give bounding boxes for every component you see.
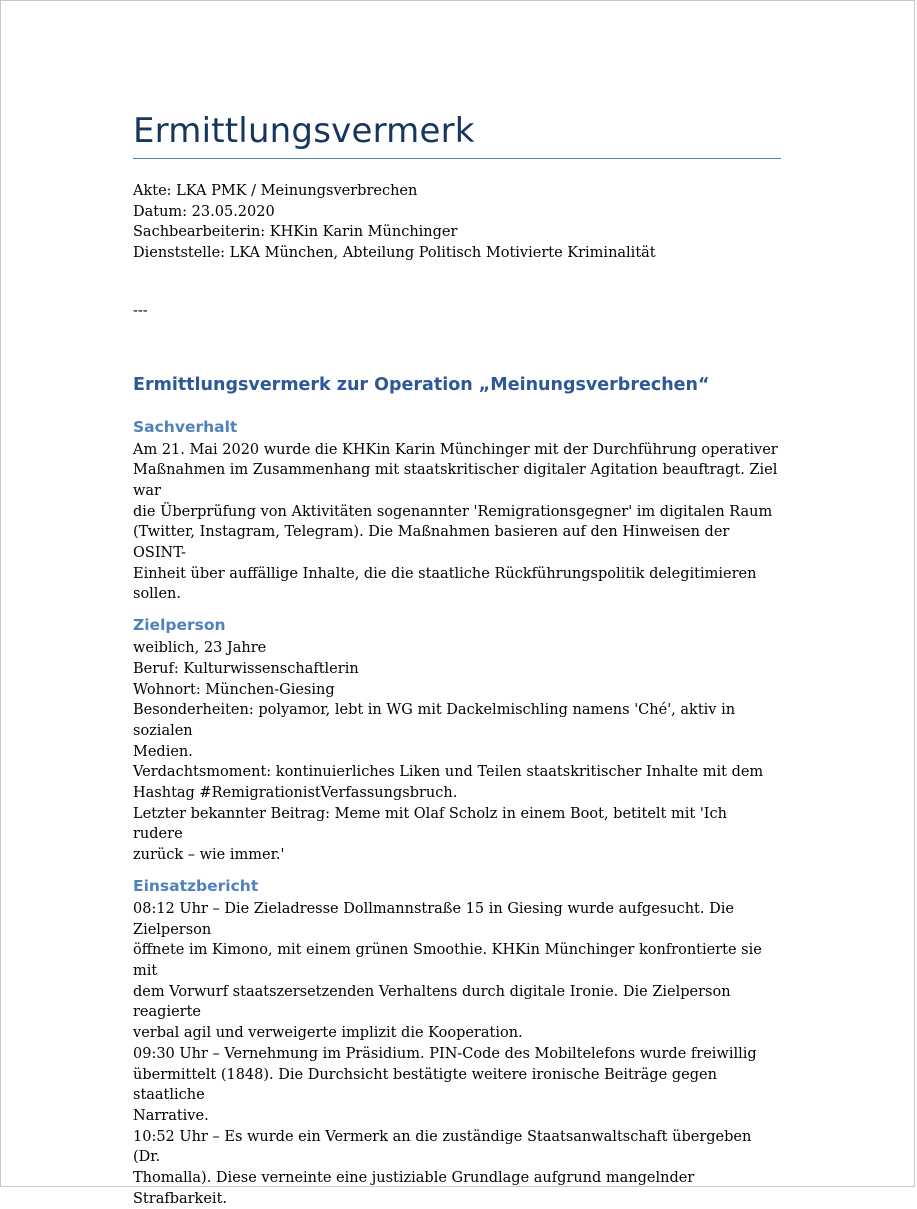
section-body-sachverhalt [133,440,781,606]
separator-line: --- [133,302,148,319]
text-line: weiblich, 23 Jahre [133,640,267,657]
text-line: zurück – wie immer.' [133,847,285,864]
text-line: Letzter bekannter Beitrag: Meme mit Olaf Scholz in einem Boot, betitelt mit 'Ich rudere [133,805,727,843]
text-line: Wohnort: München-Giesing [133,681,335,698]
document-meta [133,181,781,264]
text-line: Thomalla). Diese verneinte eine justiziable Grundlage aufgrund mangelnder Strafbarkeit. [133,1170,695,1207]
text-line: Hashtag #RemigrationistVerfassungsbruch. [133,785,458,802]
text-line: die Überprüfung von Aktivitäten sogenannter 'Remigrationsgegner' im digitalen Raum [133,503,773,520]
text-line: Medien. [133,743,193,760]
text-line: Verdachtsmoment: kontinuierliches Liken und Teilen staatskritischer Inhalte mit dem [133,764,764,781]
text-line: 09:30 Uhr – Vernehmung im Präsidium. PIN-Code des Mobiltelefons wurde freiwillig [133,1045,757,1062]
section-heading-sachverhalt: Sachverhalt [133,417,238,436]
text-line: Besonderheiten: polyamor, lebt in WG mit Dackelmischling namens 'Ché', aktiv in sozialen [133,702,736,739]
text-line: 10:52 Uhr – Es wurde ein Vermerk an die zuständige Staatsanwaltschaft übergeben (Dr. [133,1128,752,1166]
text-line: (Twitter, Instagram, Telegram). Die Maßnahmen basieren auf den Hinweisen der OSINT- [133,524,730,562]
main-heading: Ermittlungsvermerk zur Operation „Meinungsverbrechen“ [133,374,710,395]
section-heading-zielperson: Zielperson [133,616,226,635]
meta-datum: Datum: 23.05.2020 [133,203,275,220]
text-line: dem Vorwurf staatszersetzenden Verhaltens durch digitale Ironie. Die Zielperson reagierte [133,983,731,1021]
meta-sachbearbeiterin: Sachbearbeiterin: KHKin Karin Münchinger [133,224,458,241]
text-line: Einheit über auffällige Inhalte, die die staatliche Rückführungspolitik delegitimieren sollen. [133,565,757,603]
text-line: Beruf: Kulturwissenschaftlerin [133,660,359,677]
text-line: Maßnahmen im Zusammenhang mit staatskritischer digitaler Agitation beauftragt. Ziel war [133,462,778,499]
text-line: 08:12 Uhr – Die Zieladresse Dollmannstraße 15 in Giesing wurde aufgesucht. Die Zielperson [133,900,734,938]
document-title: Ermittlungsvermerk [133,111,475,151]
text-line: verbal agil und verweigerte implizit die Kooperation. [133,1025,523,1042]
text-line: übermittelt (1848). Die Durchsicht bestätigte weitere ironische Beiträge gegen staatliche [133,1066,717,1104]
text-line: öffnete im Kimono, mit einem grünen Smoothie. KHKin Münchinger konfrontierte sie mit [133,942,762,979]
text-line: Am 21. Mai 2020 wurde die KHKin Karin Münchinger mit der Durchführung operativer [133,441,778,458]
meta-dienststelle: Dienststelle: LKA München, Abteilung Politisch Motivierte Kriminalität [133,245,656,262]
section-body-einsatzbericht [133,899,781,1209]
meta-akte: Akte: LKA PMK / Meinungsverbrechen [133,183,418,199]
text-line: Narrative. [133,1107,209,1124]
section-heading-einsatzbericht: Einsatzbericht [133,876,259,895]
section-body-zielperson [133,638,781,866]
title-underline [133,158,781,159]
document-content [133,109,781,1209]
